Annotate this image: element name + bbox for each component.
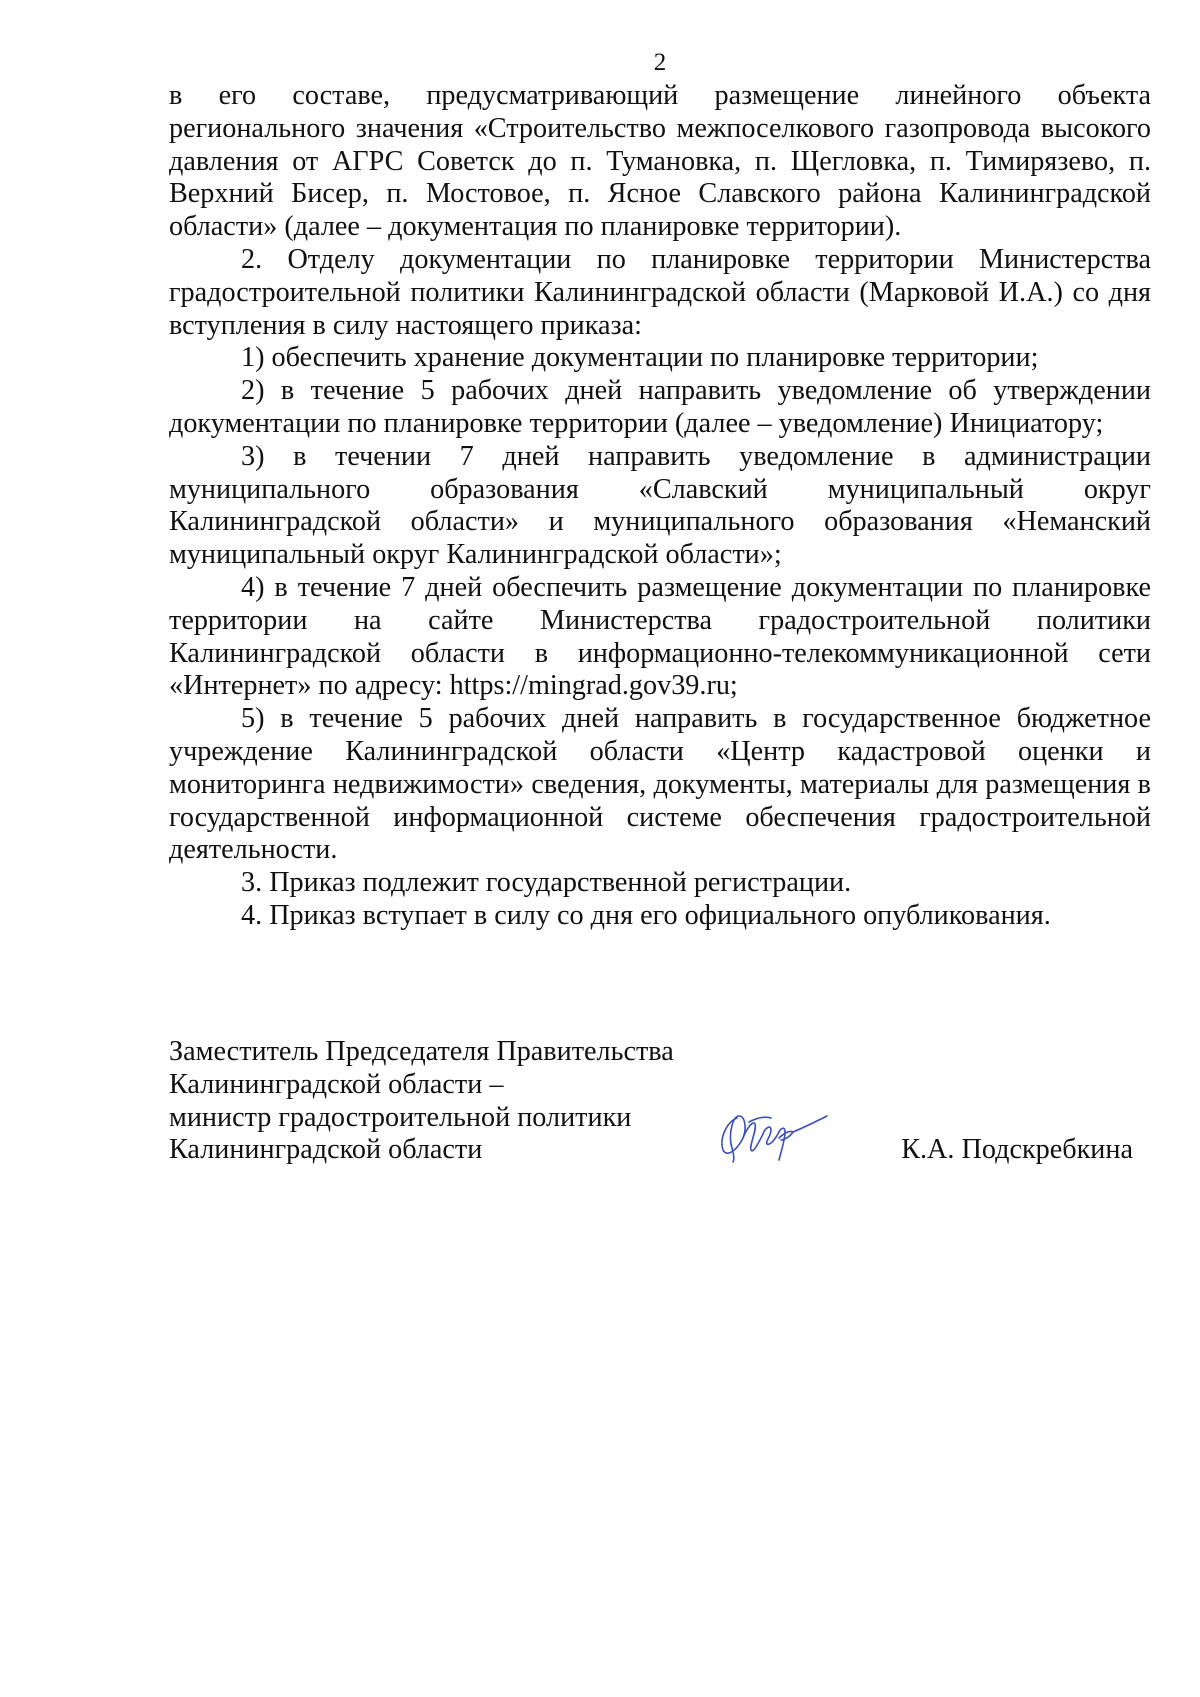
signatory-name: К.А. Подскребкина [901,1134,1133,1165]
signatory-position [169,1036,769,1167]
paragraph-item-3: 3. Приказ подлежит государственной регистрации. [241,867,852,899]
paragraph-subitem-5: 5) в течение 5 рабочих дней направить в государственное бюджетное учреждение Калининградской области «Центр кадастровой оценки и мониторинга недвижимости» сведения, документы, материалы для размещения в государственной информационной системе обеспечения градостроительной деятельности. [169,703,1151,866]
signatory-position-line: Калининградской области [169,1134,483,1166]
signatory-position-line: министр градостроительной политики [169,1101,632,1133]
paragraph-item-2: 2. Отделу документации по планировке территории Министерства градостроительной политики Калининградской области (Марковой И.А.) со дня вступления в силу настоящего приказа: [169,243,1151,341]
signatory-position-line: Калининградской области – [169,1068,504,1100]
paragraph-item-4: 4. Приказ вступает в силу со дня его официального опубликования. [241,899,1051,931]
paragraph-continuation: в его составе, предусматривающий размещение линейного объекта регионального значения «Строительство межпоселкового газопровода высокого давления от АГРС Советск до п. Тумановка, п. Щегловка, п. Тимирязево, п. Верхний Бисер, п. Мостовое, п. Ясное Славского района Калининградской области» (далее – документация по планировке территории). [169,80,1151,243]
handwritten-signature [709,1098,829,1164]
paragraph-subitem-3: 3) в течении 7 дней направить уведомление в администрации муниципального образования «Славский муниципальный округ Калининградской области» и муниципального образования «Неманский муниципальный округ Калининградской области»; [169,440,1151,571]
paragraph-subitem-2: 2) в течение 5 рабочих дней направить уведомление об утверждении документации по планировке территории (далее – уведомление) Инициатору; [169,375,1151,439]
paragraph-subitem-4: 4) в течение 7 дней обеспечить размещение документации по планировке территории на сайте Министерства градостроительной политики Калининградской области в информационно-телекоммуникационной сети «Интернет» по адресу: https://mingrad.gov39.ru; [169,571,1151,702]
signature-block [169,1036,1151,1176]
document-body [169,80,1151,933]
signatory-position-line: Заместитель Председателя Правительства [169,1036,674,1067]
page-number: 2 [653,49,667,76]
paragraph-subitem-1: 1) обеспечить хранение документации по планировке территории; [241,342,1039,374]
